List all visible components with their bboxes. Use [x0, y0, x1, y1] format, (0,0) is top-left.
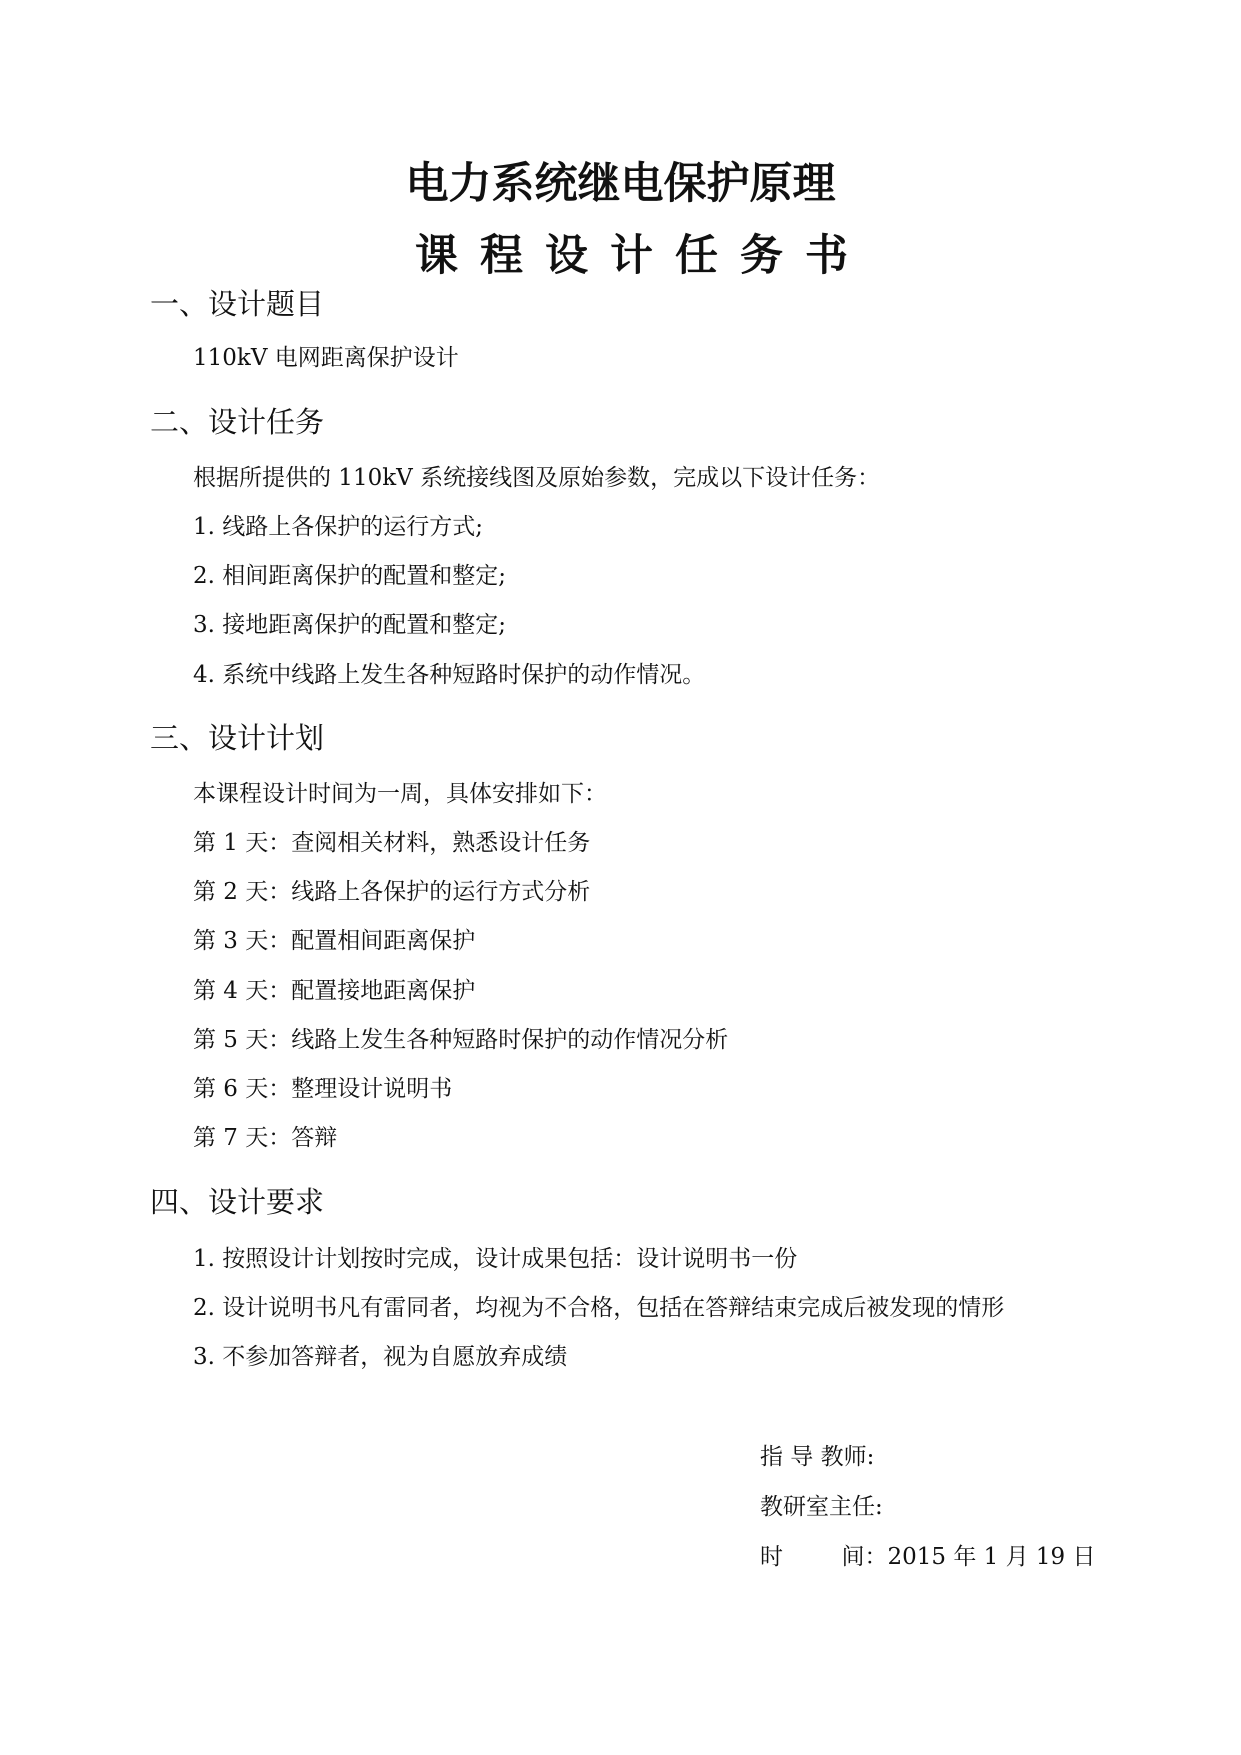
requirement-item: 1. 按照设计计划按时完成，设计成果包括：设计说明书一份 — [193, 1246, 798, 1272]
signature-advisor: 指 导 教师: — [760, 1444, 875, 1470]
plan-item: 第 6 天：整理设计说明书 — [193, 1076, 453, 1102]
plan-item: 第 4 天：配置接地距离保护 — [193, 978, 476, 1004]
plan-intro: 本课程设计时间为一周，具体安排如下： — [193, 781, 607, 807]
plan-item: 第 7 天：答辩 — [193, 1125, 338, 1151]
tasks-intro: 根据所提供的 110kV 系统接线图及原始参数，完成以下设计任务： — [193, 465, 881, 491]
topic-text: 110kV 电网距离保护设计 — [193, 345, 459, 371]
section-heading-tasks: 二、设计任务 — [150, 405, 325, 439]
document-title-line-2: 课程设计任务书 — [415, 231, 870, 281]
task-item: 2. 相间距离保护的配置和整定; — [193, 563, 507, 589]
plan-item: 第 1 天：查阅相关材料，熟悉设计任务 — [193, 830, 591, 856]
task-item: 3. 接地距离保护的配置和整定; — [193, 612, 507, 638]
requirement-item: 3. 不参加答辩者，视为自愿放弃成绩 — [193, 1344, 568, 1370]
task-item: 4. 系统中线路上发生各种短路时保护的动作情况。 — [193, 662, 706, 688]
plan-item: 第 3 天：配置相间距离保护 — [193, 928, 476, 954]
document-title-line-1: 电力系统继电保护原理 — [405, 159, 836, 209]
plan-item: 第 2 天：线路上各保护的运行方式分析 — [193, 879, 591, 905]
section-heading-topic: 一、设计题目 — [150, 287, 325, 321]
signature-date: 时 间：2015 年 1 月 19 日 — [760, 1544, 1096, 1570]
section-heading-requirements: 四、设计要求 — [150, 1185, 325, 1219]
signature-director: 教研室主任: — [760, 1494, 883, 1520]
task-item: 1. 线路上各保护的运行方式; — [193, 514, 484, 540]
plan-item: 第 5 天：线路上发生各种短路时保护的动作情况分析 — [193, 1027, 729, 1053]
requirement-item: 2. 设计说明书凡有雷同者，均视为不合格，包括在答辩结束完成后被发现的情形 — [193, 1295, 1005, 1321]
section-heading-plan: 三、设计计划 — [150, 721, 325, 755]
